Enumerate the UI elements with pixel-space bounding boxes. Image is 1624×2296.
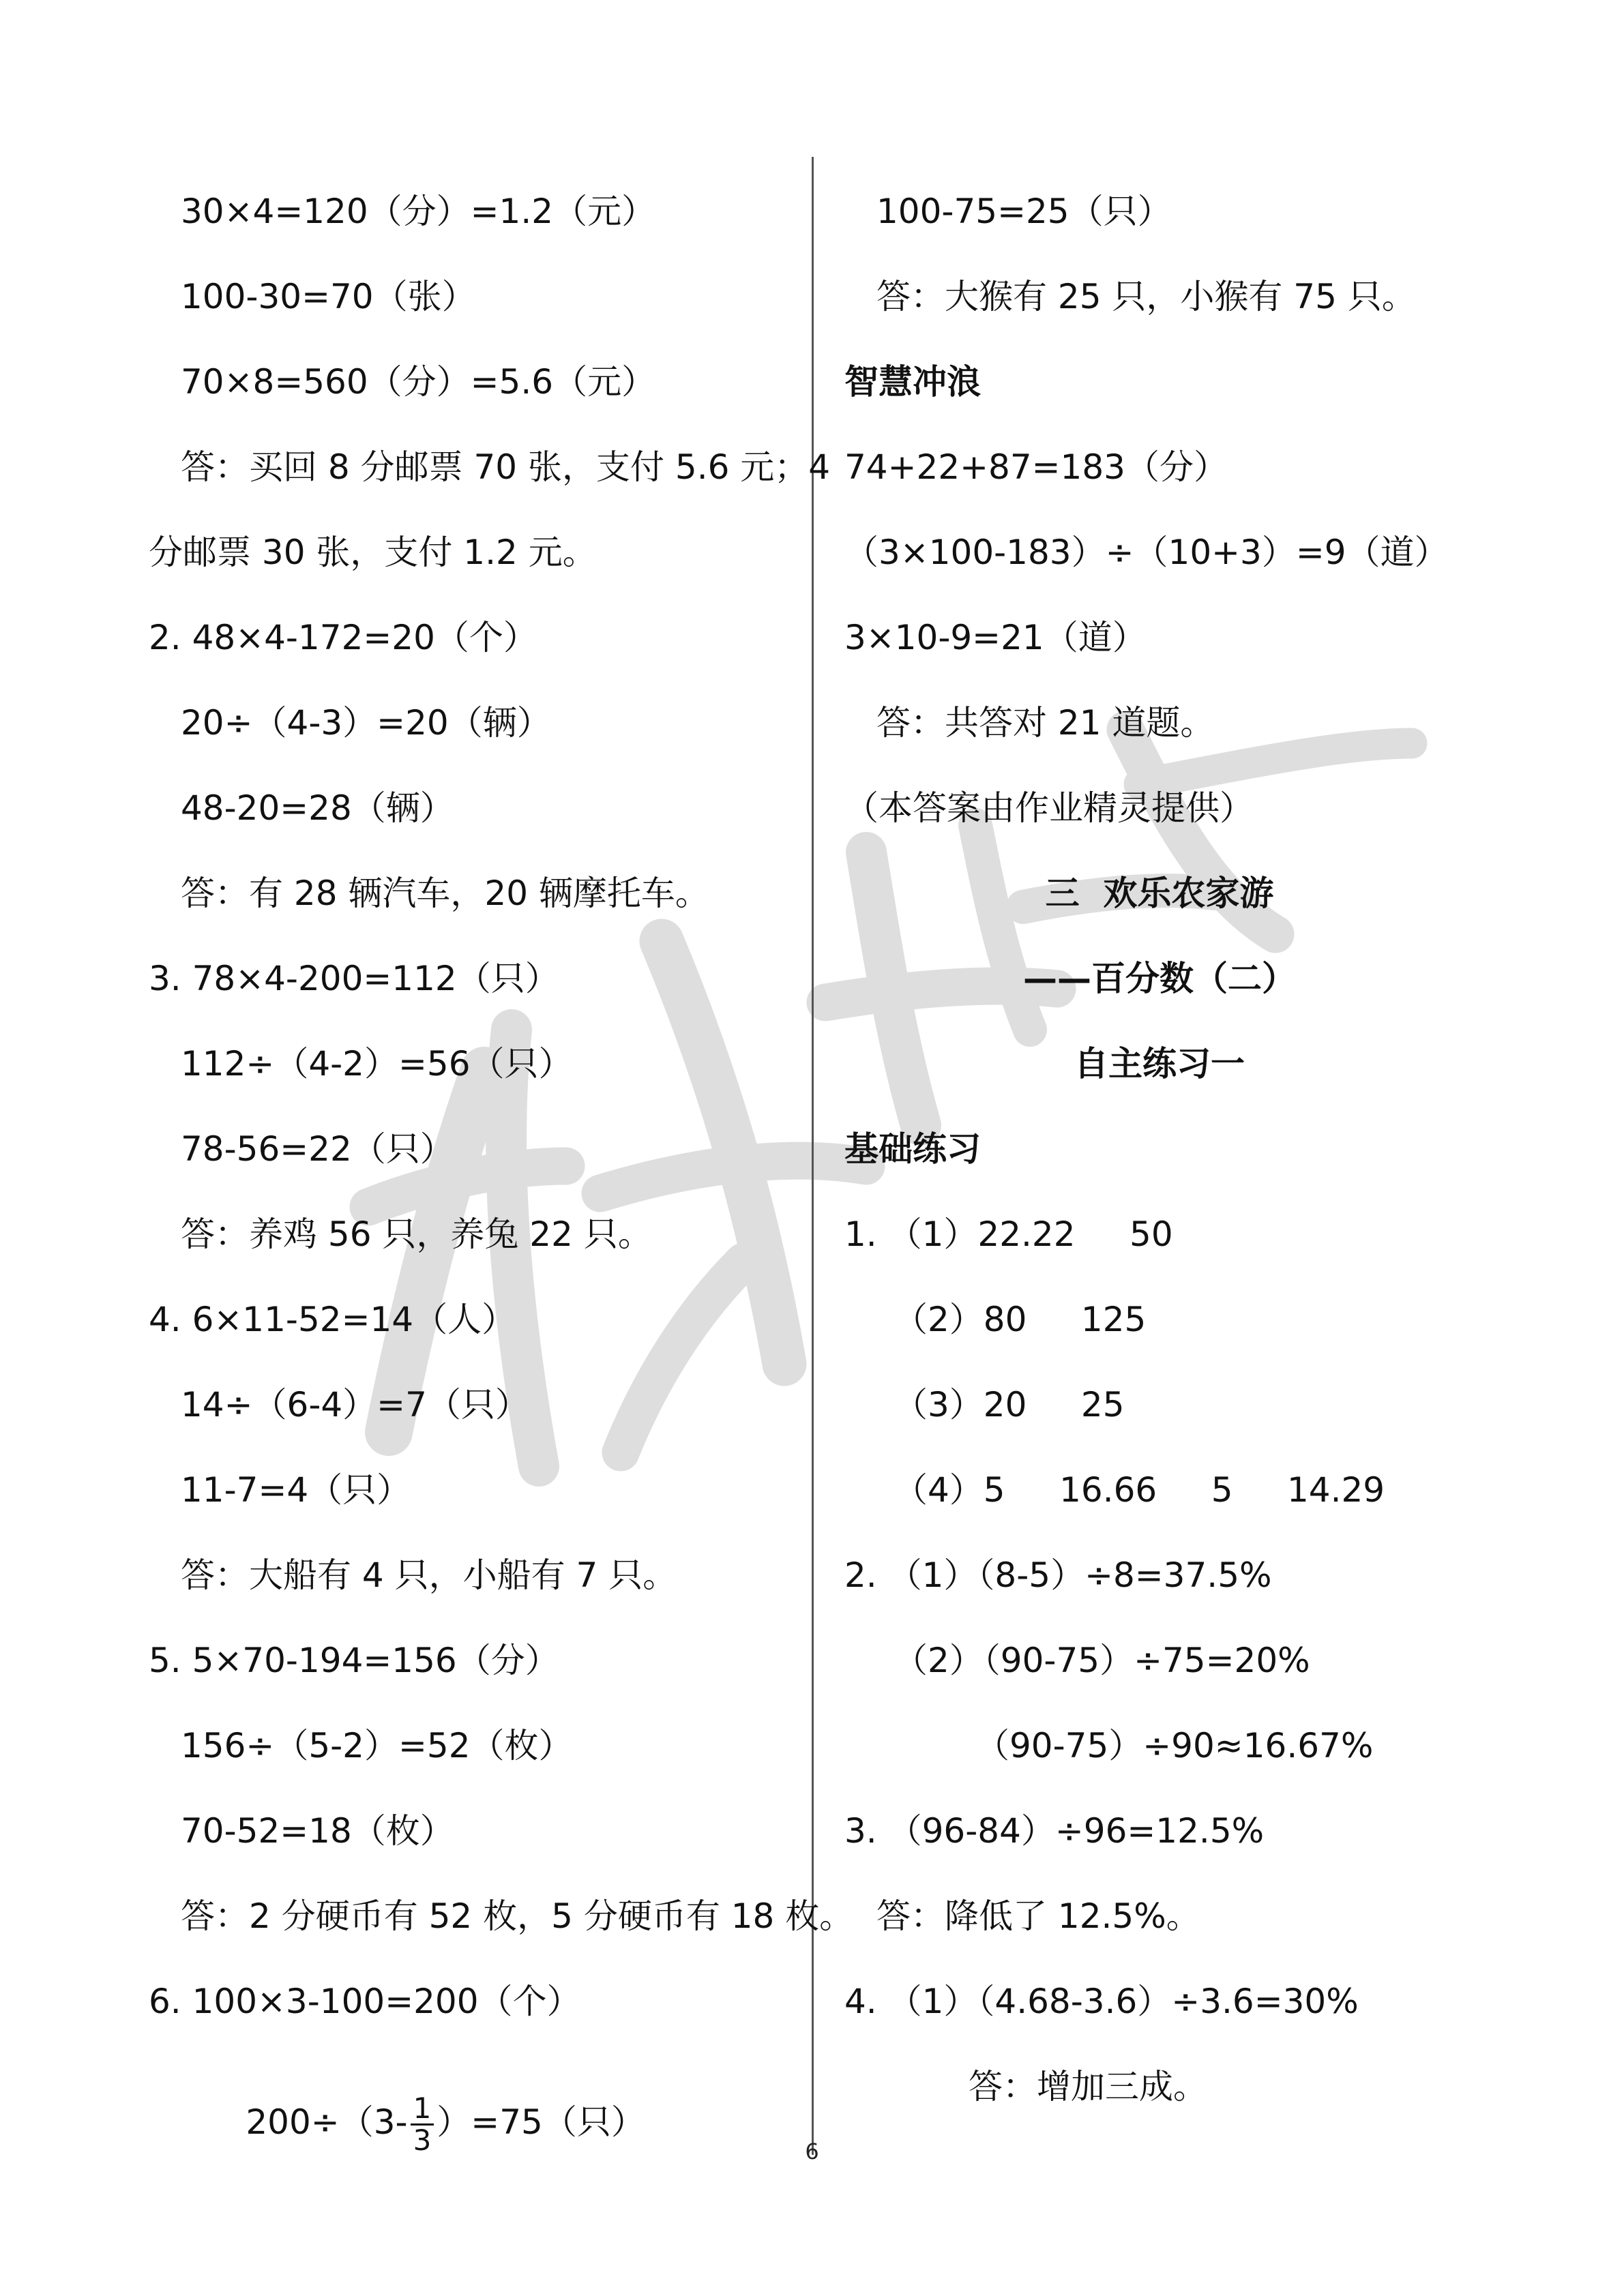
problem-heading: 2. （1）（8-5）÷8=37.5% <box>844 1555 1272 1595</box>
fraction-line <box>181 2053 645 2196</box>
text-line: （2）80 125 <box>894 1300 1147 1339</box>
text-line: 112÷（4-2）=56（只） <box>181 1044 573 1084</box>
text-line: 70-52=18（枚） <box>181 1811 454 1851</box>
text-line: 20÷（4-3）=20（辆） <box>181 703 551 743</box>
fraction-line-before: 200÷（3- <box>246 2102 408 2142</box>
answer-line: 答：降低了 12.5%。 <box>876 1896 1200 1936</box>
fraction-numerator: 1 <box>411 2093 434 2126</box>
text-line: 3×10-9=21（道） <box>844 618 1147 657</box>
text-line: 100-30=70（张） <box>181 277 476 316</box>
exercise-title: 自主练习一 <box>1074 1044 1245 1084</box>
text-line: 78-56=22（只） <box>181 1129 454 1169</box>
text-line: 11-7=4（只） <box>181 1470 411 1510</box>
answer-line: 答：2 分硬币有 52 枚，5 分硬币有 18 枚。 <box>181 1896 854 1936</box>
text-line: 156÷（5-2）=52（枚） <box>181 1726 573 1765</box>
source-note: （本答案由作业精灵提供） <box>844 788 1254 828</box>
answer-line: 答：有 28 辆汽车，20 辆摩托车。 <box>181 874 709 913</box>
problem-heading: 6. 100×3-100=200（个） <box>149 1982 581 2021</box>
chapter-subtitle: ——百分数（二） <box>1023 959 1296 998</box>
text-line: （3）20 25 <box>894 1385 1125 1425</box>
problem-heading: 2. 48×4-172=20（个） <box>149 618 537 657</box>
text-line: （4）5 16.66 5 14.29 <box>894 1470 1385 1510</box>
answer-line: 答：养鸡 56 只，养兔 22 只。 <box>181 1214 652 1254</box>
text-line: 48-20=28（辆） <box>181 788 454 828</box>
answer-line: 答：买回 8 分邮票 70 张，支付 5.6 元；4 <box>181 447 831 487</box>
text-line: （2）（90-75）÷75=20% <box>894 1641 1310 1680</box>
problem-heading: 3. （96-84）÷96=12.5% <box>844 1811 1265 1851</box>
answer-line: 答：共答对 21 道题。 <box>876 703 1215 743</box>
page-number: 6 <box>805 2138 819 2164</box>
text-line: 100-75=25（只） <box>876 192 1172 231</box>
problem-heading: 4. （1）（4.68-3.6）÷3.6=30% <box>844 1982 1359 2021</box>
problem-heading: 1. （1）22.22 50 <box>844 1214 1173 1254</box>
answer-line: 分邮票 30 张，支付 1.2 元。 <box>149 533 597 572</box>
answer-line: 答：增加三成。 <box>969 2067 1207 2106</box>
text-line: 70×8=560（分）=5.6（元） <box>181 362 656 402</box>
text-line: 74+22+87=183（分） <box>844 447 1228 487</box>
problem-heading: 3. 78×4-200=112（只） <box>149 959 559 998</box>
text-line: （3×100-183）÷（10+3）=9（道） <box>844 533 1449 572</box>
answer-line: 答：大猴有 25 只，小猴有 75 只。 <box>876 277 1416 316</box>
text-line: （90-75）÷90≈16.67% <box>975 1726 1374 1765</box>
answer-line: 答：大船有 4 只，小船有 7 只。 <box>181 1555 677 1595</box>
chapter-title: 三 欢乐农家游 <box>1045 874 1274 913</box>
problem-heading: 5. 5×70-194=156（分） <box>149 1641 559 1680</box>
fraction-denominator: 3 <box>413 2123 432 2157</box>
text-line: 14÷（6-4）=7（只） <box>181 1385 529 1425</box>
section-heading: 基础练习 <box>844 1129 981 1169</box>
text-line: 30×4=120（分）=1.2（元） <box>181 192 656 231</box>
fraction-line-after: ）=75（只） <box>437 2102 645 2142</box>
problem-heading: 4. 6×11-52=14（人） <box>149 1300 516 1339</box>
section-heading: 智慧冲浪 <box>844 362 981 402</box>
